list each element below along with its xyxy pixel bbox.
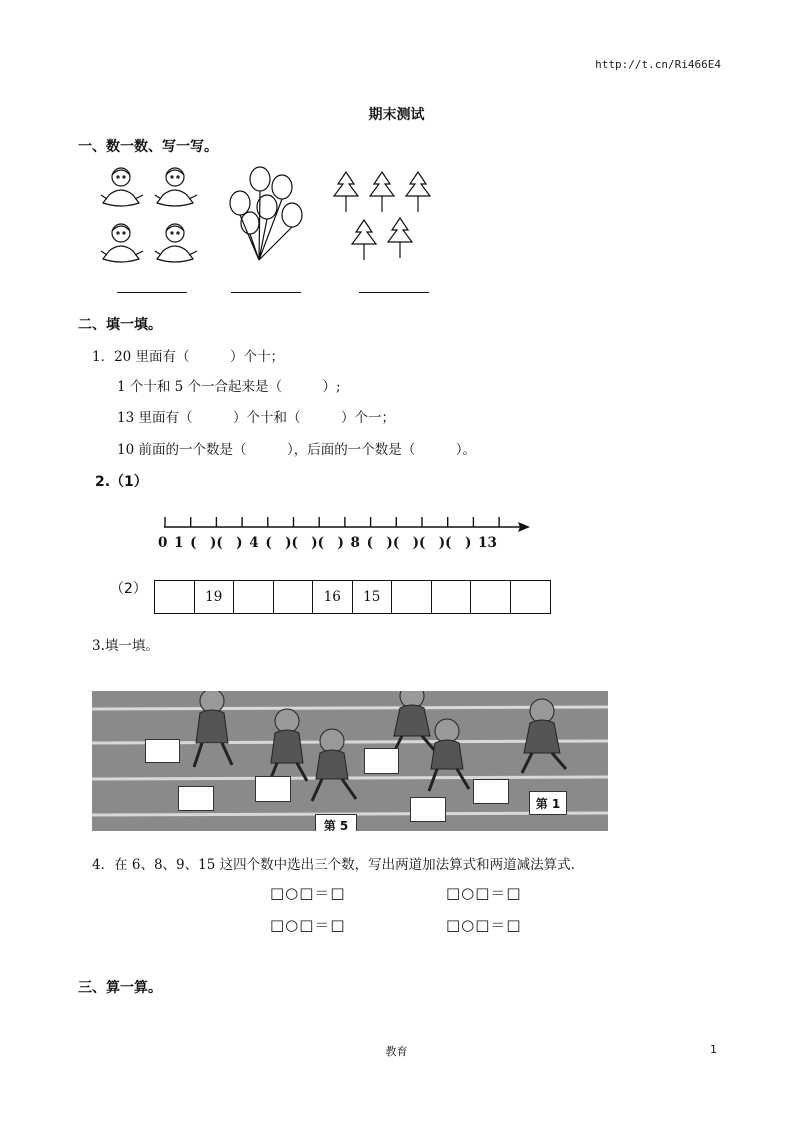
place-sign-fifth: 第 5 [315, 814, 357, 831]
balloon-icon [225, 165, 315, 265]
addition-equation-slot[interactable]: □○□＝□ [446, 884, 522, 902]
q1-line2: 1 个十和 5 个一合起来是（ ）; [117, 379, 341, 395]
runner-answer-box[interactable] [178, 786, 214, 811]
answer-blank[interactable] [231, 292, 301, 293]
number-cell[interactable] [392, 581, 432, 613]
runner-answer-box[interactable] [473, 779, 509, 804]
number-cell[interactable] [471, 581, 511, 613]
footer-text: 教育 [385, 1045, 408, 1058]
tree-icon [330, 170, 440, 262]
number-cell[interactable] [274, 581, 314, 613]
section1-heading: 一、数一数、写一写。 [78, 139, 218, 155]
runner-answer-box[interactable] [145, 739, 180, 763]
page-number: 1 [710, 1043, 717, 1056]
number-box-row [154, 580, 551, 614]
subtraction-equation-slot[interactable]: □○□＝□ [270, 916, 346, 934]
page-title: 期末测试 [368, 107, 425, 123]
q1-line1: 1．20 里面有（ ）个十； [92, 349, 285, 365]
q1-line3: 13 里面有（ ）个十和（ ）个一； [117, 410, 395, 426]
number-cell[interactable] [511, 581, 551, 613]
addition-equation-slot[interactable]: □○□＝□ [270, 884, 346, 902]
number-cell[interactable]: 16 [313, 581, 353, 613]
section3-heading: 三、算一算。 [78, 980, 162, 996]
number-cell[interactable]: 15 [353, 581, 393, 613]
race-track-picture [92, 691, 608, 831]
q3-label: 3.填一填。 [92, 638, 159, 654]
number-cell[interactable] [155, 581, 195, 613]
subtraction-equation-slot[interactable]: □○□＝□ [446, 916, 522, 934]
runner-answer-box[interactable] [364, 748, 399, 774]
q2-part2-label: （2） [110, 581, 147, 597]
number-line-labels: 0 1 ( )( ) 4 ( )( )( ) 8 ( )( )( )( ) 13 [158, 535, 497, 551]
number-cell[interactable]: 19 [195, 581, 235, 613]
number-cell[interactable] [432, 581, 472, 613]
place-sign-first: 第 1 [529, 791, 567, 815]
runner-answer-box[interactable] [255, 776, 291, 802]
q2-label: 2.（1） [95, 474, 148, 490]
q4-label: 4．在 6、8、9、15 这四个数中选出三个数，写出两道加法算式和两道减法算式. [92, 857, 575, 873]
number-cell[interactable] [234, 581, 274, 613]
q1-line4: 10 前面的一个数是（ ），后面的一个数是（ ）。 [117, 442, 476, 458]
section2-heading: 二、填一填。 [78, 317, 162, 333]
header-url: http://t.cn/Ri466E4 [595, 58, 721, 71]
answer-blank[interactable] [359, 292, 429, 293]
runner-answer-box[interactable] [410, 797, 446, 822]
doll-icon [95, 163, 205, 275]
answer-blank[interactable] [117, 292, 187, 293]
